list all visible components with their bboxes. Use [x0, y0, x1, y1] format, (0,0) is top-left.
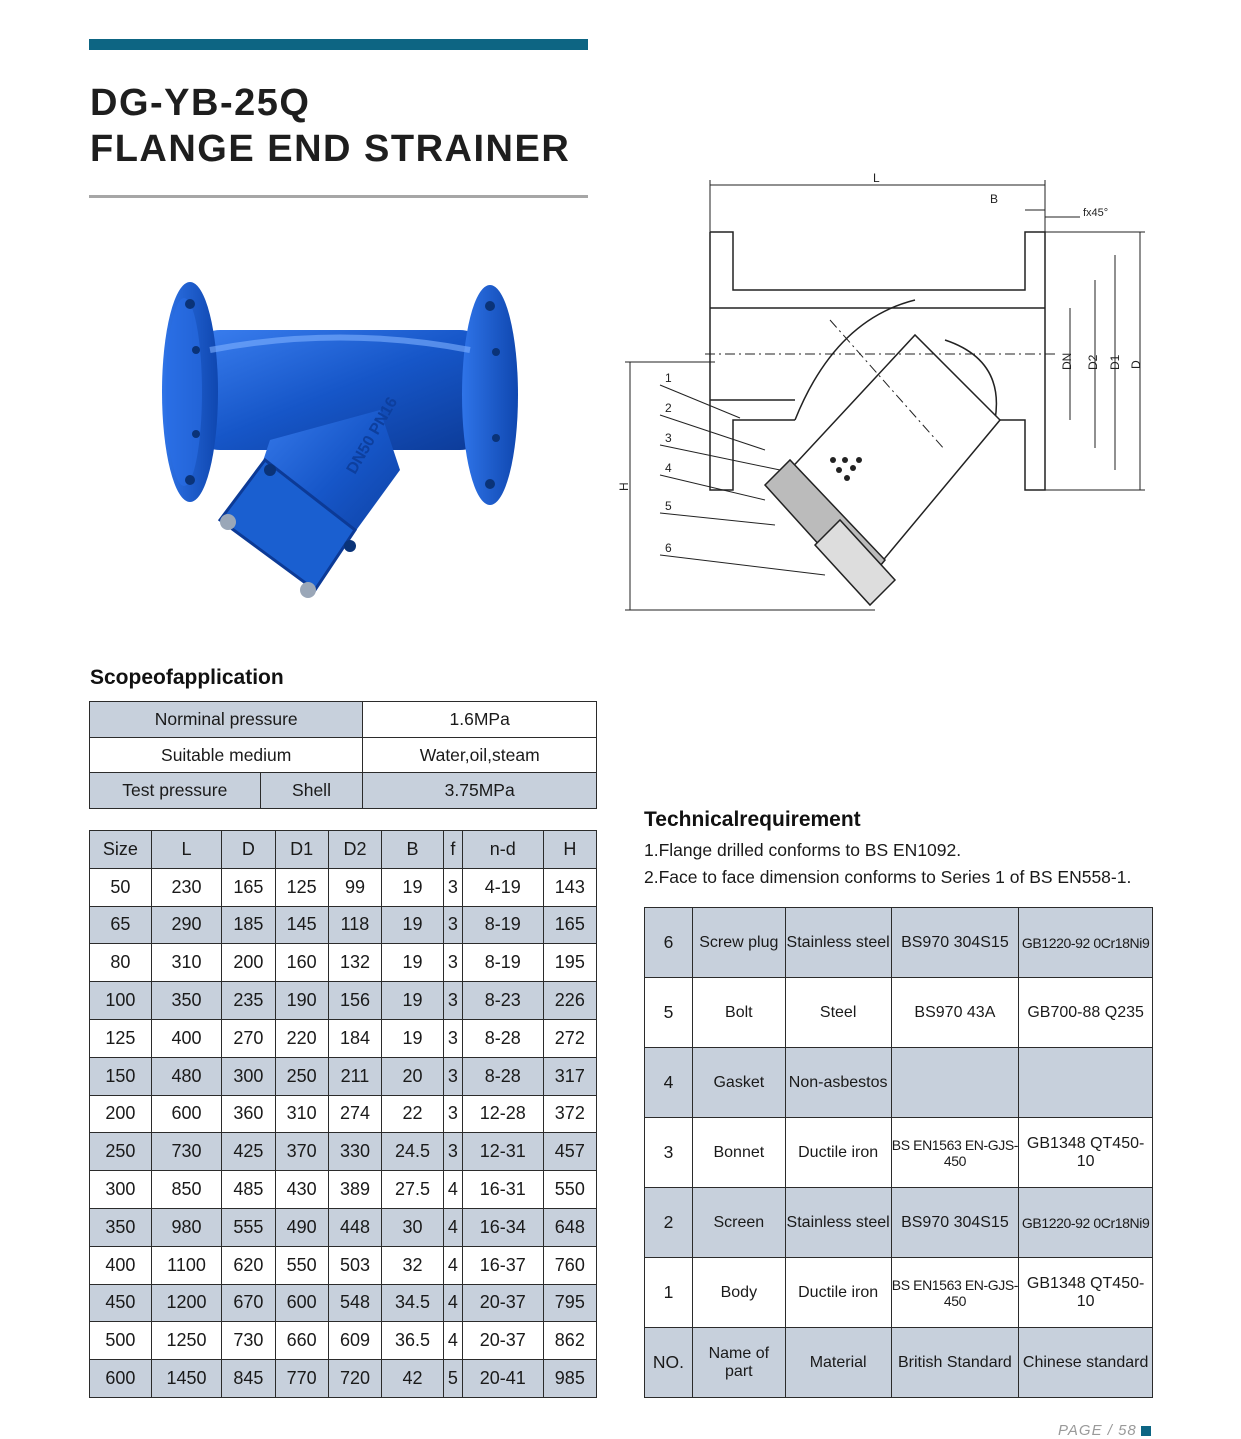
table-cell: 485 — [222, 1171, 275, 1209]
table-cell: 550 — [275, 1246, 328, 1284]
page-marker — [1141, 1426, 1151, 1436]
callout-6: 6 — [665, 541, 672, 555]
table-cell: 372 — [543, 1095, 596, 1133]
table-cell: 8-28 — [462, 1057, 543, 1095]
parts-cell — [891, 1048, 1019, 1118]
scope-value: 3.75MPa — [363, 773, 597, 809]
table-cell: 845 — [222, 1360, 275, 1398]
table-cell: 226 — [543, 982, 596, 1020]
table-cell: 3 — [443, 1019, 462, 1057]
table-cell: 20-37 — [462, 1284, 543, 1322]
parts-cell: Screw plug — [692, 908, 785, 978]
table-cell: 200 — [90, 1095, 152, 1133]
table-cell: 22 — [382, 1095, 444, 1133]
table-cell: 230 — [151, 868, 221, 906]
table-cell: 132 — [328, 944, 381, 982]
table-cell: 400 — [90, 1246, 152, 1284]
parts-row — [645, 1118, 1153, 1188]
table-cell: 620 — [222, 1246, 275, 1284]
table-cell: 274 — [328, 1095, 381, 1133]
table-cell: 3 — [443, 1057, 462, 1095]
parts-col-header: British Standard — [891, 1328, 1019, 1398]
col-header: H — [543, 831, 596, 869]
table-cell: 272 — [543, 1019, 596, 1057]
table-cell: 16-34 — [462, 1208, 543, 1246]
callout-2: 2 — [665, 401, 672, 415]
table-cell: 19 — [382, 1019, 444, 1057]
table-cell: 600 — [151, 1095, 221, 1133]
table-cell: 448 — [328, 1208, 381, 1246]
parts-cell: Screen — [692, 1188, 785, 1258]
table-cell: 480 — [151, 1057, 221, 1095]
table-cell: 125 — [275, 868, 328, 906]
parts-table — [644, 907, 1153, 1398]
table-cell: 730 — [222, 1322, 275, 1360]
table-row — [90, 944, 597, 982]
table-cell: 200 — [222, 944, 275, 982]
table-cell: 20-37 — [462, 1322, 543, 1360]
table-cell: 24.5 — [382, 1133, 444, 1171]
parts-cell: Bolt — [692, 978, 785, 1048]
table-cell: 195 — [543, 944, 596, 982]
table-row — [90, 1208, 597, 1246]
table-cell: 36.5 — [382, 1322, 444, 1360]
table-cell: 430 — [275, 1171, 328, 1209]
table-cell: 3 — [443, 1133, 462, 1171]
table-cell: 65 — [90, 906, 152, 944]
col-header: f — [443, 831, 462, 869]
table-row — [90, 1019, 597, 1057]
dim-b-label: B — [990, 192, 999, 206]
table-cell: 270 — [222, 1019, 275, 1057]
table-cell: 8-23 — [462, 982, 543, 1020]
table-cell: 250 — [90, 1133, 152, 1171]
table-cell: 5 — [443, 1360, 462, 1398]
table-cell: 19 — [382, 868, 444, 906]
table-row — [90, 1171, 597, 1209]
scope-value: 1.6MPa — [363, 702, 597, 738]
col-header: n-d — [462, 831, 543, 869]
table-cell: 184 — [328, 1019, 381, 1057]
table-cell: 600 — [275, 1284, 328, 1322]
table-cell: 985 — [543, 1360, 596, 1398]
col-header: L — [151, 831, 221, 869]
table-cell: 1100 — [151, 1246, 221, 1284]
table-cell: 4 — [443, 1246, 462, 1284]
table-cell: 660 — [275, 1322, 328, 1360]
parts-cell: 6 — [645, 908, 693, 978]
col-header: D1 — [275, 831, 328, 869]
table-cell: 457 — [543, 1133, 596, 1171]
header-accent-bar — [89, 39, 588, 50]
scope-heading: Scopeofapplication — [90, 666, 284, 689]
parts-cell: BS EN1563 EN-GJS-450 — [891, 1258, 1019, 1328]
callout-5: 5 — [665, 499, 672, 513]
scope-row — [90, 773, 597, 809]
callout-4: 4 — [665, 461, 672, 475]
table-cell: 27.5 — [382, 1171, 444, 1209]
table-cell: 100 — [90, 982, 152, 1020]
title-divider — [89, 195, 588, 198]
table-cell: 150 — [90, 1057, 152, 1095]
table-cell: 3 — [443, 944, 462, 982]
table-cell: 850 — [151, 1171, 221, 1209]
table-cell: 32 — [382, 1246, 444, 1284]
parts-cell: Body — [692, 1258, 785, 1328]
table-cell: 8-19 — [462, 944, 543, 982]
table-cell: 8-28 — [462, 1019, 543, 1057]
callout-1: 1 — [665, 371, 672, 385]
parts-row — [645, 1258, 1153, 1328]
table-cell: 3 — [443, 868, 462, 906]
dim-d2-label: D2 — [1086, 354, 1100, 370]
col-header: D2 — [328, 831, 381, 869]
table-cell: 165 — [543, 906, 596, 944]
parts-cell: 4 — [645, 1048, 693, 1118]
parts-row — [645, 908, 1153, 978]
table-cell: 330 — [328, 1133, 381, 1171]
parts-row — [645, 978, 1153, 1048]
table-cell: 350 — [90, 1208, 152, 1246]
table-cell: 12-31 — [462, 1133, 543, 1171]
dimensions-table — [89, 830, 597, 1398]
table-cell: 3 — [443, 906, 462, 944]
table-cell: 118 — [328, 906, 381, 944]
parts-cell: BS EN1563 EN-GJS-450 — [891, 1118, 1019, 1188]
table-cell: 160 — [275, 944, 328, 982]
page-label: PAGE / 58 — [1058, 1422, 1137, 1439]
parts-cell: 2 — [645, 1188, 693, 1258]
parts-cell: Stainless steel — [785, 908, 891, 978]
cast-marking: DN50 PN16 — [343, 394, 402, 477]
table-cell: 125 — [90, 1019, 152, 1057]
parts-cell: GB1220-92 0Cr18Ni9 — [1019, 1188, 1153, 1258]
table-cell: 310 — [275, 1095, 328, 1133]
table-cell: 317 — [543, 1057, 596, 1095]
table-cell: 548 — [328, 1284, 381, 1322]
table-cell: 389 — [328, 1171, 381, 1209]
table-cell: 3 — [443, 1095, 462, 1133]
title-model: DG-YB-25Q — [90, 82, 311, 124]
scope-table — [89, 701, 597, 809]
table-cell: 20-41 — [462, 1360, 543, 1398]
dim-dn-label: DN — [1060, 352, 1074, 370]
table-cell: 19 — [382, 982, 444, 1020]
dimensions-header-row — [90, 831, 597, 869]
table-cell: 42 — [382, 1360, 444, 1398]
table-cell: 450 — [90, 1284, 152, 1322]
scope-value: Water,oil,steam — [363, 737, 597, 773]
parts-cell: Steel — [785, 978, 891, 1048]
scope-row — [90, 702, 597, 738]
table-cell: 670 — [222, 1284, 275, 1322]
table-cell: 50 — [90, 868, 152, 906]
cross-section-drawing — [615, 170, 1145, 620]
parts-cell — [1019, 1048, 1153, 1118]
table-cell: 220 — [275, 1019, 328, 1057]
table-cell: 3 — [443, 982, 462, 1020]
scope-label: Norminal pressure — [90, 702, 363, 738]
table-cell: 145 — [275, 906, 328, 944]
dim-h-label: H — [617, 482, 631, 491]
table-cell: 165 — [222, 868, 275, 906]
callout-3: 3 — [665, 431, 672, 445]
table-cell: 980 — [151, 1208, 221, 1246]
table-row — [90, 1133, 597, 1171]
parts-cell: GB1348 QT450-10 — [1019, 1258, 1153, 1328]
table-cell: 503 — [328, 1246, 381, 1284]
page-number — [1058, 1422, 1151, 1439]
parts-cell: Ductile iron — [785, 1258, 891, 1328]
table-cell: 425 — [222, 1133, 275, 1171]
table-cell: 1200 — [151, 1284, 221, 1322]
table-cell: 290 — [151, 906, 221, 944]
parts-cell: GB1348 QT450-10 — [1019, 1118, 1153, 1188]
parts-cell: Bonnet — [692, 1118, 785, 1188]
scope-row — [90, 737, 597, 773]
table-cell: 795 — [543, 1284, 596, 1322]
table-cell: 360 — [222, 1095, 275, 1133]
parts-cell: Stainless steel — [785, 1188, 891, 1258]
parts-cell: BS970 304S15 — [891, 908, 1019, 978]
technical-note: 1.Flange drilled conforms to BS EN1092. — [644, 840, 962, 860]
parts-col-header: Name of part — [692, 1328, 785, 1398]
table-cell: 550 — [543, 1171, 596, 1209]
scope-label: Suitable medium — [90, 737, 363, 773]
scope-sublabel: Shell — [260, 773, 363, 809]
table-row — [90, 982, 597, 1020]
dim-l-label: L — [873, 171, 880, 185]
table-cell: 770 — [275, 1360, 328, 1398]
dim-d-label: D — [1129, 360, 1143, 369]
table-row — [90, 1095, 597, 1133]
table-cell: 600 — [90, 1360, 152, 1398]
table-cell: 190 — [275, 982, 328, 1020]
parts-cell: GB1220-92 0Cr18Ni9 — [1019, 908, 1153, 978]
table-cell: 490 — [275, 1208, 328, 1246]
table-cell: 648 — [543, 1208, 596, 1246]
table-cell: 12-28 — [462, 1095, 543, 1133]
parts-row — [645, 1048, 1153, 1118]
table-cell: 1450 — [151, 1360, 221, 1398]
dim-chamfer-label: fx45° — [1083, 207, 1109, 219]
parts-header-row — [645, 1328, 1153, 1398]
parts-cell: GB700-88 Q235 — [1019, 978, 1153, 1048]
parts-row — [645, 1188, 1153, 1258]
table-cell: 80 — [90, 944, 152, 982]
table-cell: 99 — [328, 868, 381, 906]
scope-label: Test pressure — [90, 773, 261, 809]
table-cell: 4 — [443, 1171, 462, 1209]
table-cell: 1250 — [151, 1322, 221, 1360]
col-header: B — [382, 831, 444, 869]
strainer-photo — [150, 270, 530, 610]
table-cell: 19 — [382, 944, 444, 982]
parts-col-header: Chinese standard — [1019, 1328, 1153, 1398]
table-cell: 730 — [151, 1133, 221, 1171]
table-cell: 4 — [443, 1208, 462, 1246]
parts-cell: BS970 43A — [891, 978, 1019, 1048]
parts-cell: 1 — [645, 1258, 693, 1328]
table-row — [90, 868, 597, 906]
table-row — [90, 1360, 597, 1398]
table-row — [90, 906, 597, 944]
table-cell: 555 — [222, 1208, 275, 1246]
table-cell: 20 — [382, 1057, 444, 1095]
table-row — [90, 1284, 597, 1322]
table-cell: 30 — [382, 1208, 444, 1246]
parts-cell: Non-asbestos — [785, 1048, 891, 1118]
parts-col-header: NO. — [645, 1328, 693, 1398]
parts-cell: 3 — [645, 1118, 693, 1188]
table-cell: 4 — [443, 1284, 462, 1322]
dim-d1-label: D1 — [1108, 354, 1122, 370]
table-cell: 4-19 — [462, 868, 543, 906]
table-cell: 862 — [543, 1322, 596, 1360]
table-cell: 609 — [328, 1322, 381, 1360]
page-title — [90, 80, 570, 172]
table-row — [90, 1057, 597, 1095]
table-cell: 8-19 — [462, 906, 543, 944]
table-cell: 350 — [151, 982, 221, 1020]
technical-note: 2.Face to face dimension conforms to Series 1 of BS EN558-1. — [644, 867, 1132, 887]
table-cell: 300 — [90, 1171, 152, 1209]
table-cell: 19 — [382, 906, 444, 944]
table-cell: 720 — [328, 1360, 381, 1398]
technical-heading: Technicalrequirement — [644, 808, 861, 831]
table-cell: 16-37 — [462, 1246, 543, 1284]
table-cell: 400 — [151, 1019, 221, 1057]
parts-cell: Gasket — [692, 1048, 785, 1118]
table-cell: 156 — [328, 982, 381, 1020]
table-cell: 235 — [222, 982, 275, 1020]
parts-col-header: Material — [785, 1328, 891, 1398]
table-cell: 4 — [443, 1322, 462, 1360]
table-row — [90, 1246, 597, 1284]
col-header: Size — [90, 831, 152, 869]
table-cell: 370 — [275, 1133, 328, 1171]
table-cell: 185 — [222, 906, 275, 944]
title-product: FLANGE END STRAINER — [90, 128, 571, 170]
table-cell: 143 — [543, 868, 596, 906]
table-cell: 16-31 — [462, 1171, 543, 1209]
table-cell: 760 — [543, 1246, 596, 1284]
col-header: D — [222, 831, 275, 869]
table-cell: 250 — [275, 1057, 328, 1095]
table-cell: 310 — [151, 944, 221, 982]
table-cell: 500 — [90, 1322, 152, 1360]
table-cell: 34.5 — [382, 1284, 444, 1322]
parts-cell: Ductile iron — [785, 1118, 891, 1188]
table-cell: 300 — [222, 1057, 275, 1095]
parts-cell: BS970 304S15 — [891, 1188, 1019, 1258]
parts-cell: 5 — [645, 978, 693, 1048]
table-row — [90, 1322, 597, 1360]
table-cell: 211 — [328, 1057, 381, 1095]
